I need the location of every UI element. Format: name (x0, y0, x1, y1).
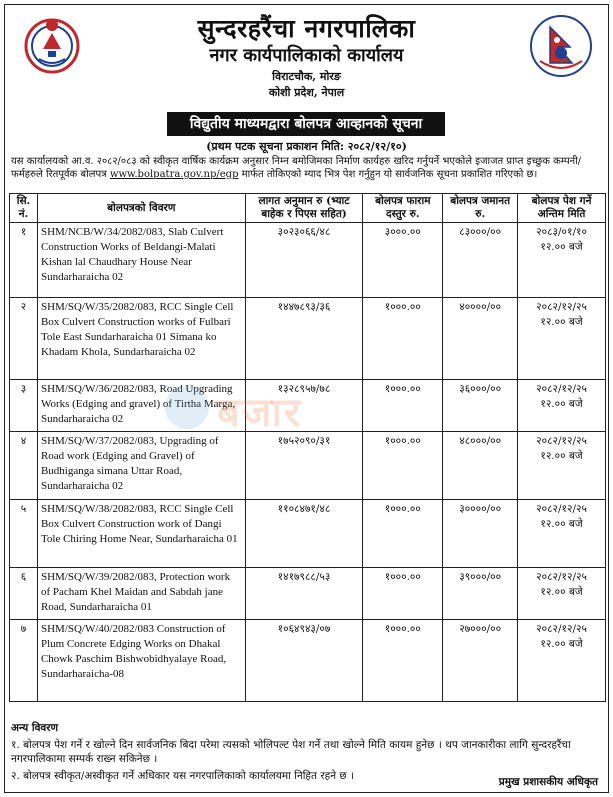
row-deadline (518, 500, 606, 568)
row-deadline (518, 432, 606, 500)
municipality-title: सुन्दरहरैंचा नगरपालिका (197, 14, 416, 43)
row-sn: १ (10, 223, 38, 298)
row-sn: ३ (10, 380, 38, 432)
row-description: SHM/SQ/W/40/2082/083 Construction of Plum Concrete Edging Works on Dhakal Chowk Paschim Bishwobidhyalaye Road, Sundarharaicha-08 (37, 620, 245, 702)
header-deadline: बोलपत्र पेश गर्ने अन्तिम मिति (518, 194, 606, 223)
table-row (10, 380, 606, 432)
row-cost: ११०८४७१/४८ (245, 500, 363, 568)
row-fee: १०००.०० (363, 298, 443, 380)
row-deadline (518, 620, 606, 702)
intro-text-1: यस कार्यालयको आ.व. २०८२/०८३ को स्वीकृत वार्षिक कार्यक्रम अनुसार निम्न बमोजिमका निर्माण कार्यहरु खरिद गर्नुपर्ने भएकोले इजाजत प्राप्त इच्छुक कम्पनी/फर्महरुले रितपूर्वक बोलपत्र (11, 156, 582, 180)
row-cost: १४१७९८८/५३ (245, 568, 363, 620)
table-row (10, 620, 606, 702)
deadline-time: १२.०० बजे (540, 638, 583, 650)
row-cost: १०६४९४३/०७ (245, 620, 363, 702)
row-cost: १३२८९५७/७८ (245, 380, 363, 432)
row-fee: १०००.०० (363, 380, 443, 432)
deadline-time: १२.०० बजे (540, 450, 583, 462)
row-description: SHM/SQ/W/37/2082/083, Upgrading of Road work (Edging and Gravel) of Budhiganga simana Uttar Road, Sundarharaicha 02 (37, 432, 245, 500)
row-deadline (518, 380, 606, 432)
row-deadline (518, 223, 606, 298)
deadline-date: २०८२/१२/२५ (536, 571, 587, 583)
row-description: SHM/NCB/W/34/2082/083, Slab Culvert Construction Works of Beldangi-Malati Kishan lal Chaudhary House Near Sundarharaicha 02 (37, 223, 245, 298)
tender-table (9, 193, 606, 702)
deadline-time: १२.०० बजे (540, 241, 583, 253)
row-sn: २ (10, 298, 38, 380)
row-bond: २७०००/०० (443, 620, 518, 702)
row-cost: १७५२०९०/३१ (245, 432, 363, 500)
table-row (10, 223, 606, 298)
deadline-time: १२.०० बजे (540, 398, 583, 410)
row-description: SHM/SQ/W/35/2082/083, RCC Single Cell Box Culvert Construction works of Fulbari Tole East Sundarharaicha 01 Simana ko Khadam Khola, Sundarharaicha 02 (37, 298, 245, 380)
other-details-item: २. बोलपत्र स्वीकृत/अस्वीकृत गर्ने अधिकार यस नगरपालिकाको कार्यालयमा निहित रहने छ । (11, 770, 355, 782)
notice-page (4, 4, 609, 793)
row-sn: ५ (10, 500, 38, 568)
row-description: SHM/SQ/W/36/2082/083, Road Upgrading Works (Edging and gravel) of Tirtha Marga, Sundarharaicha 02 (37, 380, 245, 432)
row-bond: ८३०००/०० (443, 223, 518, 298)
row-cost: ३०२३०६६/४८ (245, 223, 363, 298)
header-bond: बोलपत्र जमानत रु. (443, 194, 518, 223)
header-description: बोलपत्रको विवरण (37, 194, 245, 223)
row-description: SHM/SQ/W/39/2082/083, Protection work of Pacham Khel Maidan and Sabdah jane Road, Sundarharaicha 01 (37, 568, 245, 620)
row-fee: ३०००.०० (363, 223, 443, 298)
other-details-item: १. बोलपत्र पेश गर्ने र खोल्ने दिन सार्वजनिक बिदा परेमा त्यसको भोलिपल्ट पेश गर्ने तथा खोल्ने मिति कायम हुनेछ । थप जानकारीका लागि सुन्दरहरैंचा नगरपालिकामा सम्पर्क राख्न सकिनेछ । (11, 739, 571, 765)
watermark-text: बजार (217, 390, 303, 436)
row-fee: १०००.०० (363, 432, 443, 500)
header-sn: सि. नं. (10, 194, 38, 223)
row-description: SHM/SQ/W/38/2082/083, RCC Single Cell Box Culvert Construction work of Dangi Tole Chiring Home Near, Sundarharaicha 01 (37, 500, 245, 568)
notice-header (5, 5, 608, 115)
row-sn: ४ (10, 432, 38, 500)
row-bond: ३९०००/०० (443, 568, 518, 620)
row-sn: ६ (10, 568, 38, 620)
header-fee: बोलपत्र फाराम दस्तुर रु. (363, 194, 443, 223)
header-cost: लागत अनुमान रु (भ्याट बाहेक र पिएस सहित) (245, 194, 363, 223)
deadline-date: २०८३/०१/१० (536, 226, 587, 238)
other-details (11, 721, 602, 783)
deadline-time: १२.०० बजे (540, 518, 583, 530)
deadline-date: २०८२/१२/२५ (536, 383, 587, 395)
table-row (10, 500, 606, 568)
deadline-date: २०८२/१२/२५ (536, 503, 587, 515)
row-fee: १०००.०० (363, 620, 443, 702)
table-row (10, 298, 606, 380)
table-row (10, 432, 606, 500)
row-deadline (518, 298, 606, 380)
egp-link[interactable]: www.bolpatra.gov.np/egp (109, 169, 239, 180)
deadline-time: १२.०० बजे (540, 316, 583, 328)
other-details-title: अन्य विवरण (11, 722, 59, 734)
row-bond: ४००००/०० (443, 298, 518, 380)
row-fee: १०००.०० (363, 500, 443, 568)
publication-date: (प्रथम पटक सूचना प्रकाशन मिति: २०८२/१२/१०) (206, 140, 407, 153)
municipality-logo-icon (528, 13, 594, 79)
deadline-date: २०८२/१२/२५ (536, 301, 587, 313)
row-fee: १०००.०० (363, 568, 443, 620)
deadline-date: २०८२/१२/२५ (536, 435, 587, 447)
row-sn: ७ (10, 620, 38, 702)
deadline-date: २०८२/१२/२५ (536, 623, 587, 635)
address-line-2: कोशी प्रदेश, नेपाल (268, 86, 345, 99)
intro-paragraph (11, 155, 602, 181)
row-bond: ३००००/०० (443, 500, 518, 568)
signatory-title: प्रमुख प्रशासकीय अधिकृत (498, 776, 598, 788)
intro-text-2: मार्फत तोकिएको म्याद भित्र पेश गर्नुहुन यो सार्वजनिक सूचना प्रकाशित गरिएको छ। (238, 169, 538, 180)
notice-banner: विद्युतीय माध्यमद्वारा बोलपत्र आव्हानको सूचना (167, 112, 445, 136)
row-cost: १४४७८९३/३६ (245, 298, 363, 380)
row-deadline (518, 568, 606, 620)
table-row (10, 568, 606, 620)
row-bond: ४८०००/०० (443, 432, 518, 500)
address-line-1: विराटचौक, मोरङ (272, 70, 341, 83)
table-header-row (10, 194, 606, 223)
office-name: नगर कार्यपालिकाको कार्यालय (209, 45, 404, 66)
deadline-time: १२.०० बजे (540, 586, 583, 598)
row-bond: ३६०००/०० (443, 380, 518, 432)
